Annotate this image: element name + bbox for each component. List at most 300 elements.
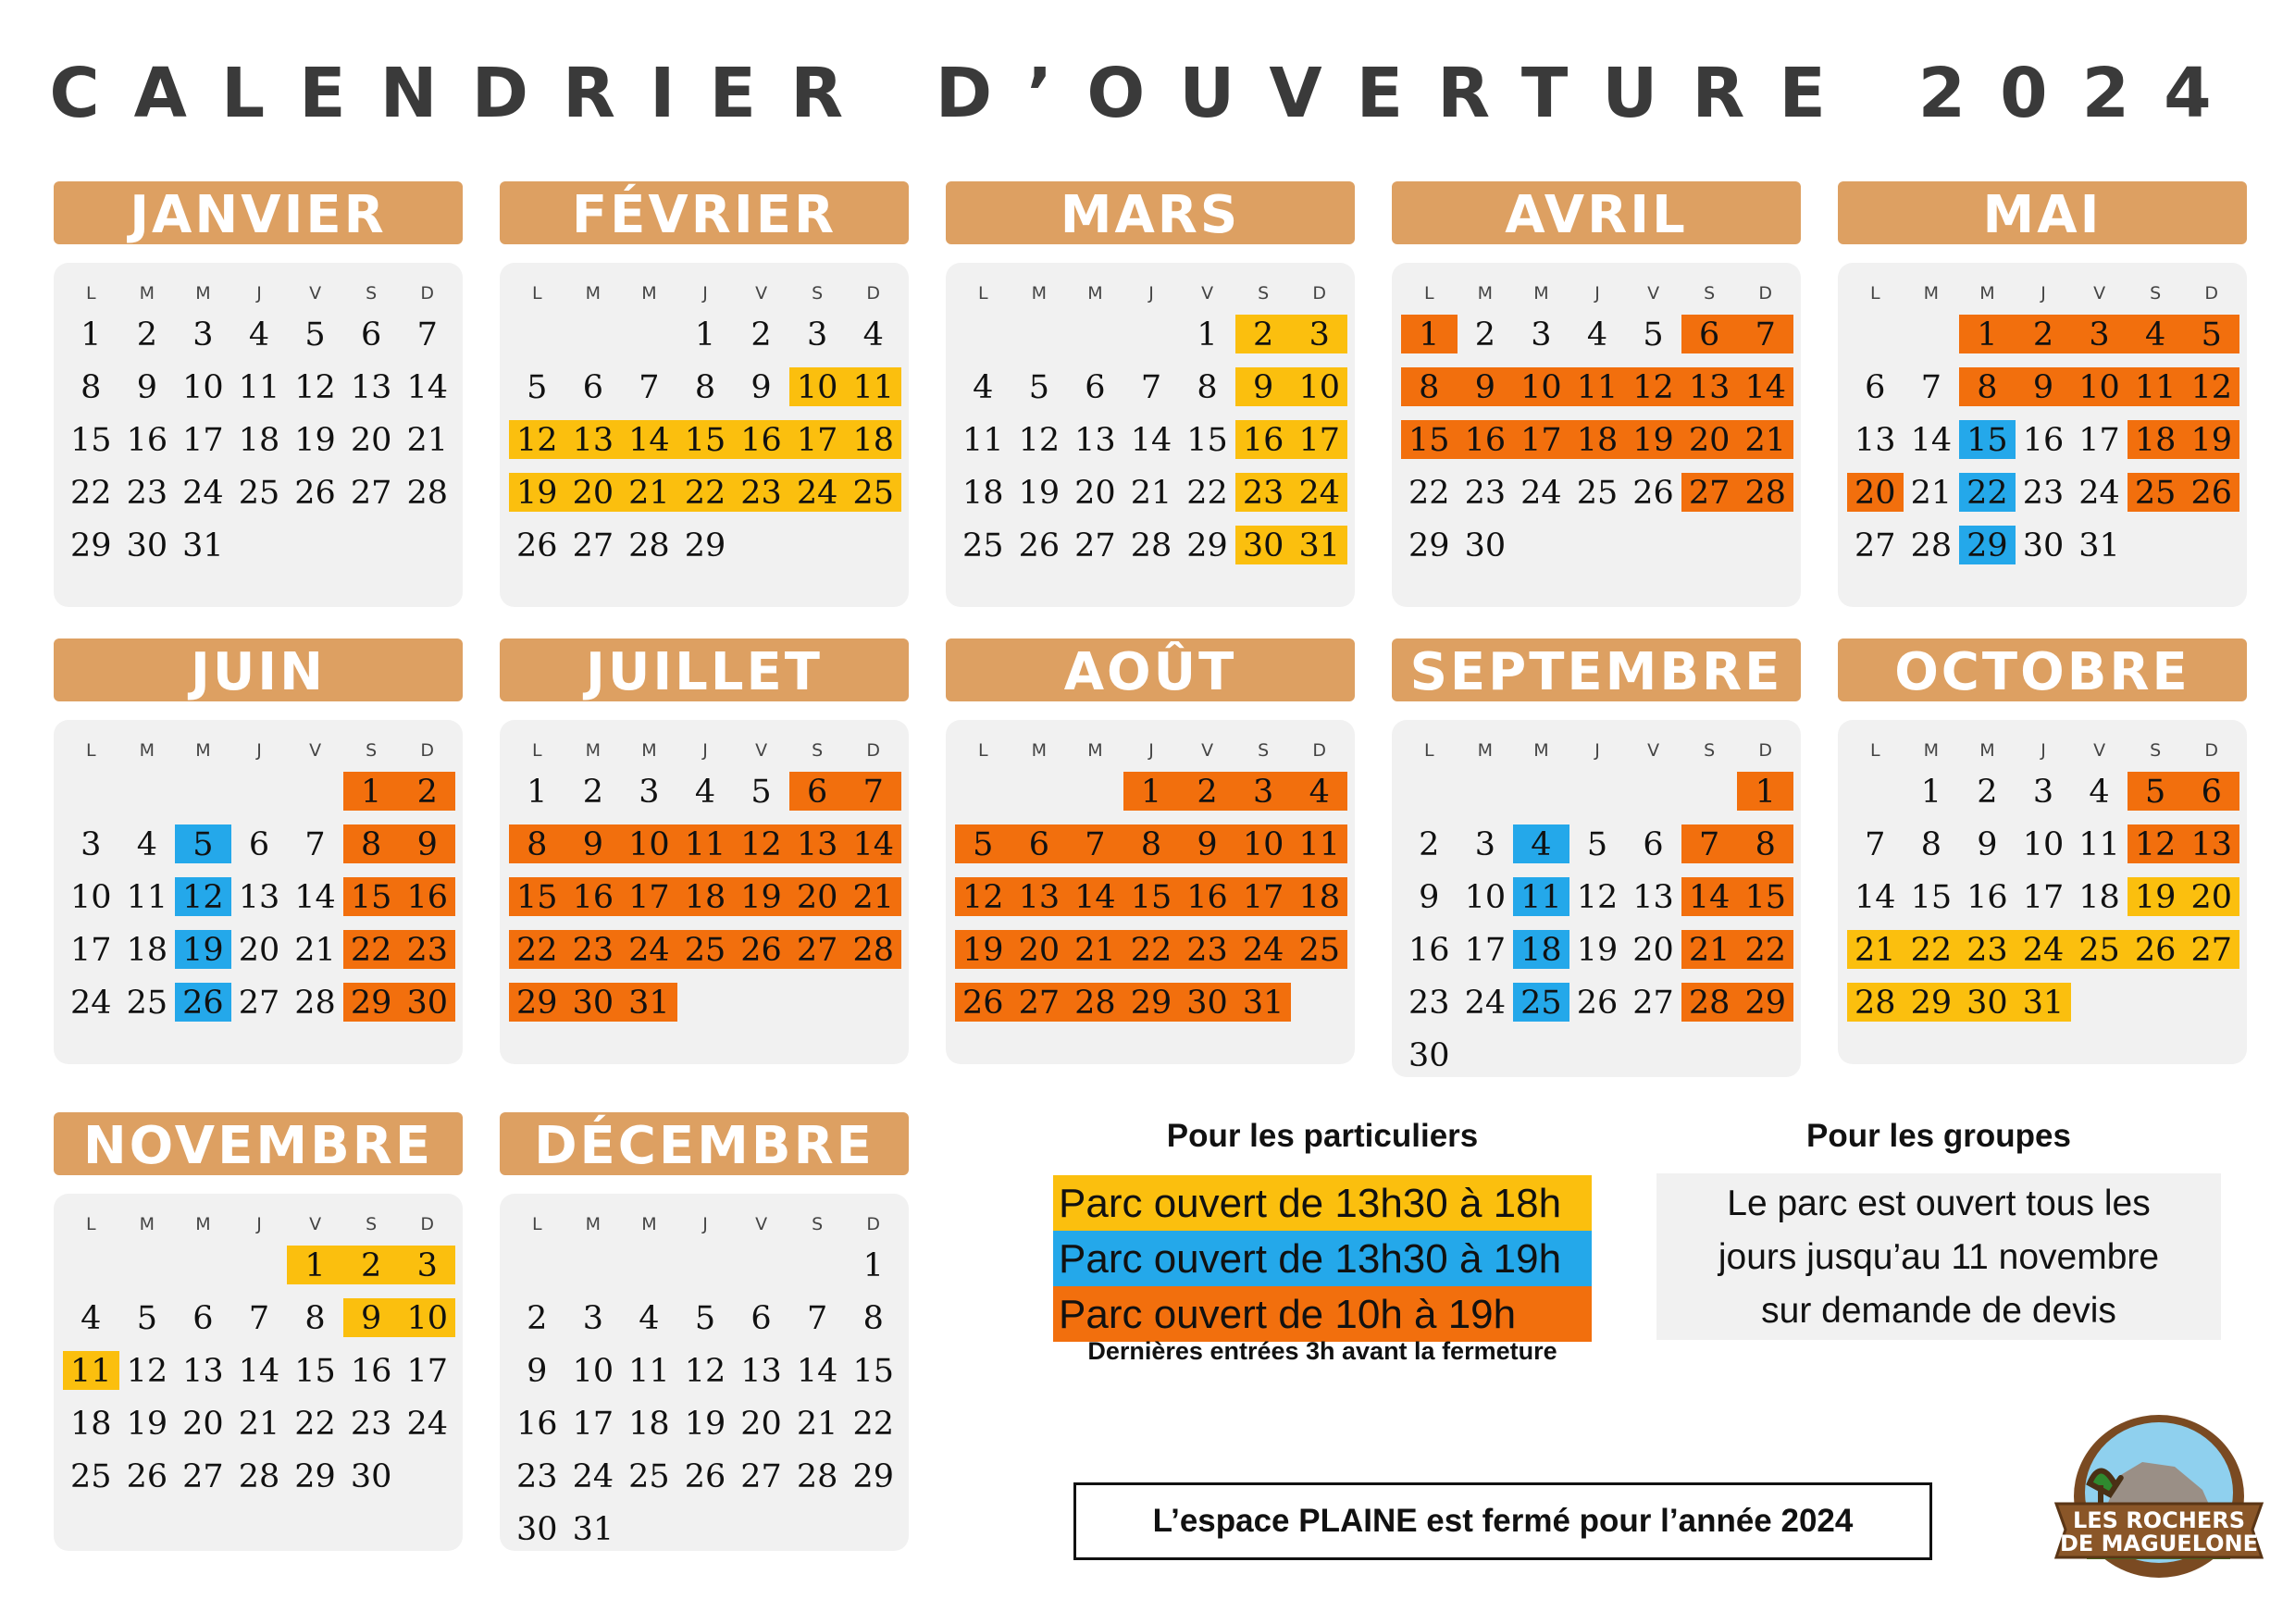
day-cell <box>231 975 288 1028</box>
weekday-label: V <box>1201 283 1214 304</box>
day-number: 24 <box>621 930 677 969</box>
month-title: JUIN <box>54 638 463 701</box>
day-cell-open-10h-19h <box>2183 360 2239 413</box>
empty-day-cell <box>175 764 231 817</box>
weekday-label: L <box>1423 740 1434 761</box>
weekday-label: V <box>309 283 322 304</box>
day-cell <box>119 307 176 360</box>
day-number: 12 <box>126 1352 168 1390</box>
day-cell <box>845 1449 901 1502</box>
closure-notice: L’espace PLAINE est fermé pour l’année 2024 <box>1073 1482 1932 1560</box>
day-cell-open-13h30-19h <box>1959 413 2016 465</box>
day-number: 22 <box>294 1405 336 1443</box>
day-number: 19 <box>684 1405 726 1443</box>
empty-day-cell <box>509 1238 565 1291</box>
day-number: 27 <box>572 527 614 564</box>
weekday-label: D <box>420 1214 435 1234</box>
day-cell-open-10h-19h <box>1179 817 1235 870</box>
day-number: 2 <box>2016 315 2072 353</box>
day-number: 30 <box>1464 527 1507 564</box>
day-cell <box>621 518 677 571</box>
day-number: 11 <box>1569 367 1626 406</box>
empty-day-cell <box>231 764 288 817</box>
day-number: 25 <box>1576 474 1619 512</box>
day-cell-open-10h-19h <box>1681 307 1738 360</box>
day-number: 20 <box>182 1405 224 1443</box>
day-number: 16 <box>1458 420 1514 459</box>
day-cell <box>1401 975 1458 1028</box>
day-cell-open-10h-19h <box>1067 923 1123 975</box>
day-cell-open-10h-19h <box>1625 413 1681 465</box>
month-title: SEPTEMBRE <box>1392 638 1801 701</box>
day-number: 18 <box>2078 878 2120 916</box>
day-cell <box>509 1291 565 1344</box>
day-cell <box>509 1344 565 1396</box>
day-cell <box>677 1344 734 1396</box>
weekday-label: V <box>2093 283 2106 304</box>
day-grid <box>63 279 455 571</box>
day-number: 27 <box>182 1457 224 1495</box>
day-cell <box>733 1396 789 1449</box>
day-cell-open-10h-19h <box>845 923 901 975</box>
day-number: 28 <box>1910 527 1953 564</box>
day-number: 25 <box>1513 983 1569 1022</box>
day-cell <box>565 518 622 571</box>
day-cell <box>1123 465 1180 518</box>
weekday-label: D <box>1312 740 1327 761</box>
day-cell <box>231 817 288 870</box>
weekday-label: J <box>702 740 708 761</box>
day-number: 3 <box>192 316 214 353</box>
day-cell-open-13h30-18h <box>1291 518 1347 571</box>
month-panel <box>946 263 1355 607</box>
day-number: 29 <box>1904 983 1960 1022</box>
day-cell-open-10h-19h <box>399 975 455 1028</box>
day-cell <box>1569 465 1626 518</box>
day-number: 14 <box>621 420 677 459</box>
day-number: 23 <box>516 1457 558 1495</box>
day-cell <box>1569 870 1626 923</box>
day-cell <box>231 307 288 360</box>
day-cell <box>287 465 343 518</box>
day-cell <box>621 1291 677 1344</box>
day-cell-open-10h-19h <box>1235 975 1292 1028</box>
day-number: 2 <box>582 773 603 811</box>
weekday-label: L <box>1423 283 1434 304</box>
weekday-label: S <box>2150 740 2162 761</box>
day-cell <box>733 1291 789 1344</box>
day-cell <box>1401 518 1458 571</box>
day-number: 3 <box>81 825 102 863</box>
day-number: 5 <box>527 368 548 406</box>
day-number: 17 <box>2078 421 2120 459</box>
day-cell <box>343 465 400 518</box>
empty-day-cell <box>1625 764 1681 817</box>
day-cell <box>509 360 565 413</box>
day-number: 11 <box>126 878 168 916</box>
day-cell-open-10h-19h <box>1291 923 1347 975</box>
day-cell <box>1569 307 1626 360</box>
month-octobre <box>1838 638 2247 1022</box>
day-number: 31 <box>572 1510 614 1548</box>
day-cell-open-13h30-18h <box>1291 413 1347 465</box>
day-cell-open-10h-19h <box>399 923 455 975</box>
day-number: 25 <box>70 1457 112 1495</box>
day-number: 8 <box>81 368 102 406</box>
empty-day-cell <box>1401 764 1458 817</box>
day-number: 5 <box>694 1299 716 1337</box>
weekday-label: M <box>641 1214 657 1234</box>
day-cell <box>1847 360 1904 413</box>
day-cell-open-13h30-18h <box>2128 870 2184 923</box>
day-grid <box>509 279 901 571</box>
day-cell <box>677 360 734 413</box>
day-number: 26 <box>1018 527 1061 564</box>
day-cell <box>1625 817 1681 870</box>
month-title: MAI <box>1838 181 2247 244</box>
day-number: 25 <box>677 930 734 969</box>
day-number: 9 <box>1977 825 1998 863</box>
day-cell <box>509 1396 565 1449</box>
day-cell <box>119 518 176 571</box>
month-title: AVRIL <box>1392 181 1801 244</box>
day-number: 6 <box>192 1299 214 1337</box>
day-cell-open-10h-19h <box>677 870 734 923</box>
day-number: 14 <box>1067 877 1123 916</box>
day-number: 15 <box>294 1352 336 1390</box>
day-cell <box>175 518 231 571</box>
day-cell-open-10h-19h <box>1179 764 1235 817</box>
day-number: 8 <box>343 824 400 863</box>
weekday-label: L <box>85 740 96 761</box>
day-cell-open-10h-19h <box>2128 307 2184 360</box>
weekday-label: M <box>195 740 211 761</box>
day-grid <box>1401 279 1793 571</box>
weekday-label: M <box>139 283 155 304</box>
day-number: 1 <box>1197 316 1218 353</box>
day-cell <box>399 360 455 413</box>
weekday-label: M <box>585 740 602 761</box>
day-number: 23 <box>1179 930 1235 969</box>
month-juin <box>54 638 463 1022</box>
weekday-label: M <box>1979 283 1995 304</box>
day-number: 7 <box>1920 368 1941 406</box>
day-cell-open-10h-19h <box>621 975 677 1028</box>
day-cell <box>509 1502 565 1555</box>
day-cell <box>343 1396 400 1449</box>
day-cell <box>63 1291 119 1344</box>
day-number: 19 <box>1625 420 1681 459</box>
day-grid <box>1847 737 2239 1028</box>
day-cell <box>565 1502 622 1555</box>
day-cell <box>1458 465 1514 518</box>
groups-title: Pour les groupes <box>1806 1118 2071 1154</box>
month-title: NOVEMBRE <box>54 1112 463 1175</box>
day-number: 4 <box>136 825 157 863</box>
month-mars <box>946 181 1355 564</box>
weekday-label: L <box>1869 740 1880 761</box>
day-cell-open-13h30-18h <box>1904 975 1960 1028</box>
day-cell-open-10h-19h <box>343 870 400 923</box>
day-number: 25 <box>2071 930 2128 969</box>
day-number: 9 <box>1235 367 1292 406</box>
weekday-label: M <box>641 283 657 304</box>
day-number: 10 <box>572 1352 614 1390</box>
day-number: 12 <box>2128 824 2184 863</box>
day-number: 21 <box>1067 930 1123 969</box>
day-number: 19 <box>955 930 1011 969</box>
day-number: 12 <box>2183 367 2239 406</box>
day-cell-open-13h30-18h <box>2128 923 2184 975</box>
day-number: 2 <box>1419 825 1440 863</box>
month-title: MARS <box>946 181 1355 244</box>
day-cell <box>621 1396 677 1449</box>
day-cell <box>119 1291 176 1344</box>
day-cell <box>565 1291 622 1344</box>
month-mai <box>1838 181 2247 564</box>
day-cell-open-10h-19h <box>955 975 1011 1028</box>
day-cell <box>1458 975 1514 1028</box>
day-number: 7 <box>1140 368 1162 406</box>
legend-item-yellow <box>1053 1175 1592 1231</box>
day-cell-open-10h-19h <box>1067 870 1123 923</box>
day-cell-open-10h-19h <box>1179 870 1235 923</box>
day-cell <box>677 307 734 360</box>
day-number: 15 <box>852 1352 894 1390</box>
day-number: 6 <box>582 368 603 406</box>
day-cell <box>1179 307 1235 360</box>
day-cell <box>287 1291 343 1344</box>
day-number: 29 <box>509 983 565 1022</box>
day-cell <box>2071 764 2128 817</box>
day-cell <box>1011 465 1068 518</box>
day-cell-open-10h-19h <box>2183 465 2239 518</box>
day-cell <box>2071 518 2128 571</box>
day-cell <box>1179 465 1235 518</box>
month-panel <box>54 1194 463 1551</box>
day-cell-open-10h-19h <box>1067 975 1123 1028</box>
day-cell <box>343 1449 400 1502</box>
day-cell-open-10h-19h <box>343 975 400 1028</box>
day-number: 16 <box>1966 878 2008 916</box>
day-cell <box>119 923 176 975</box>
day-cell <box>2016 465 2072 518</box>
empty-day-cell <box>955 764 1011 817</box>
day-number: 9 <box>2016 367 2072 406</box>
day-number: 4 <box>81 1299 102 1337</box>
day-cell <box>565 1396 622 1449</box>
day-cell-open-13h30-18h <box>1291 465 1347 518</box>
weekday-label: M <box>1477 283 1494 304</box>
day-cell-open-10h-19h <box>1011 870 1068 923</box>
day-number: 8 <box>862 1299 884 1337</box>
legend-item-orange <box>1053 1286 1592 1342</box>
day-cell-open-10h-19h <box>1235 764 1292 817</box>
day-number: 20 <box>1074 474 1116 512</box>
day-number: 8 <box>1920 825 1941 863</box>
weekday-label: S <box>366 740 378 761</box>
day-cell <box>2016 870 2072 923</box>
day-cell-open-10h-19h <box>1123 764 1180 817</box>
day-number: 19 <box>1018 474 1061 512</box>
day-number: 26 <box>955 983 1011 1022</box>
day-cell-open-10h-19h <box>1737 764 1793 817</box>
day-cell-open-10h-19h <box>1291 817 1347 870</box>
day-number: 7 <box>1865 825 1886 863</box>
day-number: 24 <box>2016 930 2072 969</box>
day-number: 17 <box>2022 878 2065 916</box>
day-number: 26 <box>684 1457 726 1495</box>
day-number: 30 <box>399 983 455 1022</box>
day-cell <box>175 360 231 413</box>
weekday-label: L <box>531 1214 542 1234</box>
day-cell-open-10h-19h <box>845 817 901 870</box>
empty-day-cell <box>677 1238 734 1291</box>
empty-day-cell <box>1847 764 1904 817</box>
day-number: 22 <box>70 474 112 512</box>
day-number: 19 <box>175 930 231 969</box>
day-number: 13 <box>1011 877 1068 916</box>
day-number: 4 <box>2128 315 2184 353</box>
day-cell-open-10h-19h <box>1681 360 1738 413</box>
day-cell <box>1904 360 1960 413</box>
day-number: 10 <box>182 368 224 406</box>
day-number: 14 <box>406 368 448 406</box>
day-number: 29 <box>294 1457 336 1495</box>
day-cell <box>2016 518 2072 571</box>
weekday-label: S <box>812 283 824 304</box>
day-number: 17 <box>406 1352 448 1390</box>
month-panel <box>54 263 463 607</box>
day-cell <box>63 307 119 360</box>
month-panel <box>54 720 463 1064</box>
day-number: 19 <box>294 421 336 459</box>
day-cell-open-13h30-18h <box>789 360 846 413</box>
weekday-label: V <box>755 740 768 761</box>
weekday-label: M <box>1533 740 1549 761</box>
day-cell-open-10h-19h <box>399 870 455 923</box>
legend-note: Dernières entrées 3h avant la fermeture <box>1087 1337 1557 1365</box>
month-panel <box>1838 263 2247 607</box>
day-cell-open-10h-19h <box>621 817 677 870</box>
day-cell <box>287 1344 343 1396</box>
day-number: 24 <box>2078 474 2120 512</box>
day-cell-open-10h-19h <box>1123 870 1180 923</box>
day-number: 26 <box>1576 984 1619 1022</box>
day-cell-open-10h-19h <box>955 923 1011 975</box>
day-number: 22 <box>509 930 565 969</box>
month-novembre <box>54 1112 463 1495</box>
day-number: 5 <box>2183 315 2239 353</box>
day-cell-open-10h-19h <box>789 817 846 870</box>
day-cell-open-10h-19h <box>1291 870 1347 923</box>
day-cell <box>677 1291 734 1344</box>
day-number: 23 <box>1408 984 1450 1022</box>
legend-title: Pour les particuliers <box>1166 1118 1479 1154</box>
day-number: 26 <box>516 527 558 564</box>
day-number: 18 <box>1513 930 1569 969</box>
legend-item-label: Parc ouvert de 10h à 19h <box>1059 1292 1517 1337</box>
day-cell-open-13h30-18h <box>63 1344 119 1396</box>
day-cell-open-10h-19h <box>1011 975 1068 1028</box>
day-number: 30 <box>350 1457 392 1495</box>
day-number: 21 <box>406 421 448 459</box>
day-number: 1 <box>1920 773 1941 811</box>
day-cell-open-10h-19h <box>1235 817 1292 870</box>
groups-line: jours jusqu’au 11 novembre <box>1718 1237 2160 1277</box>
day-number: 23 <box>565 930 622 969</box>
month-title: OCTOBRE <box>1838 638 2247 701</box>
day-cell-open-10h-19h <box>2128 764 2184 817</box>
day-number: 24 <box>789 473 846 512</box>
day-cell <box>621 1449 677 1502</box>
day-number: 6 <box>751 1299 772 1337</box>
day-number: 9 <box>1179 824 1235 863</box>
day-cell <box>1625 870 1681 923</box>
weekday-label: M <box>1087 740 1103 761</box>
day-number: 13 <box>2183 824 2239 863</box>
day-cell <box>175 413 231 465</box>
day-cell-open-10h-19h <box>789 870 846 923</box>
day-cell-open-10h-19h <box>2128 413 2184 465</box>
day-cell <box>399 1396 455 1449</box>
weekday-label: L <box>531 283 542 304</box>
day-cell-open-10h-19h <box>1847 465 1904 518</box>
day-cell-open-13h30-19h <box>1959 465 2016 518</box>
month-panel <box>500 720 909 1064</box>
day-cell-open-10h-19h <box>1513 360 1569 413</box>
day-cell-open-13h30-18h <box>1235 413 1292 465</box>
day-cell-open-10h-19h <box>789 764 846 817</box>
groups-line: Le parc est ouvert tous les <box>1727 1184 2151 1223</box>
day-number: 9 <box>1419 878 1440 916</box>
day-number: 1 <box>1959 315 2016 353</box>
day-number: 11 <box>962 421 1004 459</box>
day-cell <box>1569 923 1626 975</box>
day-cell <box>399 465 455 518</box>
day-cell-open-10h-19h <box>2183 817 2239 870</box>
day-number: 11 <box>1291 824 1347 863</box>
day-cell-open-13h30-18h <box>1959 975 2016 1028</box>
day-cell-open-10h-19h <box>1737 360 1793 413</box>
weekday-label: D <box>866 283 881 304</box>
day-cell-open-13h30-18h <box>2183 870 2239 923</box>
day-number: 14 <box>1855 878 1896 916</box>
day-cell <box>343 307 400 360</box>
day-grid <box>63 1210 455 1502</box>
day-cell <box>1904 817 1960 870</box>
day-number: 23 <box>399 930 455 969</box>
day-number: 11 <box>1513 877 1569 916</box>
day-number: 19 <box>2183 420 2239 459</box>
weekday-label: J <box>256 1214 262 1234</box>
day-cell-open-13h30-18h <box>1235 465 1292 518</box>
day-number: 20 <box>1847 473 1904 512</box>
day-number: 26 <box>1632 474 1674 512</box>
day-cell <box>509 764 565 817</box>
empty-day-cell <box>119 764 176 817</box>
day-cell-open-10h-19h <box>1123 923 1180 975</box>
day-number: 29 <box>1123 983 1180 1022</box>
month-panel <box>1838 720 2247 1064</box>
day-cell-open-10h-19h <box>399 817 455 870</box>
day-number: 16 <box>2022 421 2065 459</box>
day-cell <box>1401 1028 1458 1081</box>
day-cell-open-10h-19h <box>565 923 622 975</box>
day-cell-open-10h-19h <box>2183 307 2239 360</box>
weekday-label: J <box>1594 740 1600 761</box>
day-number: 26 <box>2128 930 2184 969</box>
